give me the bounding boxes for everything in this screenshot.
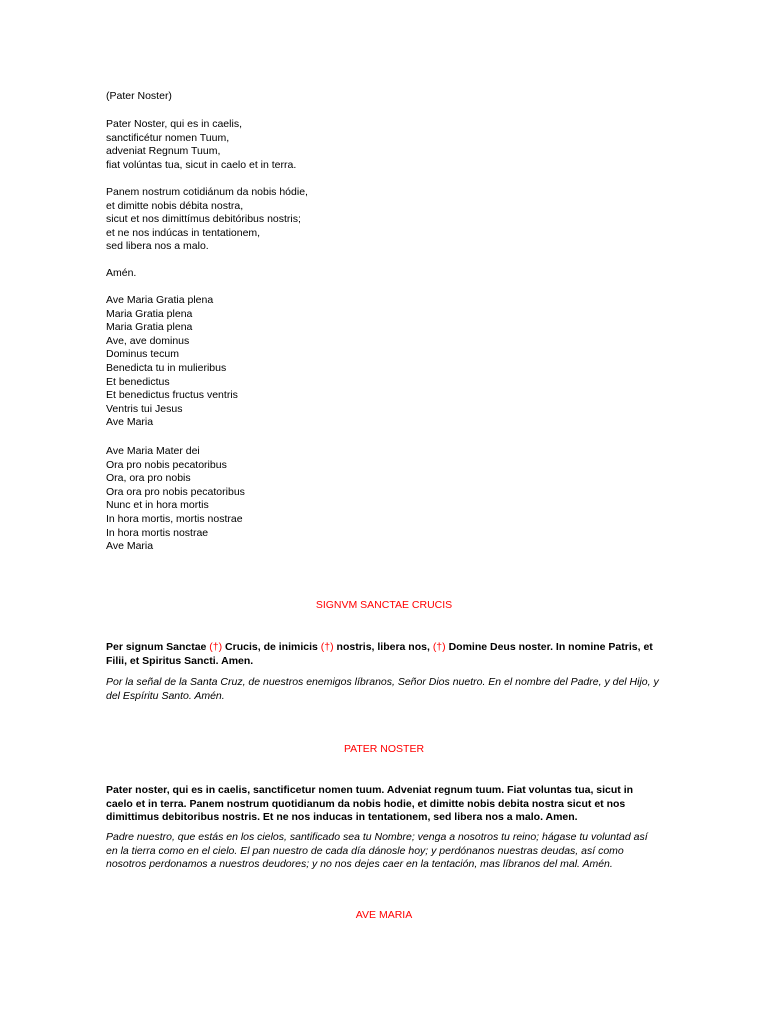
verse-line: Ora pro nobis pecatoribus (106, 458, 227, 471)
verse-line: Pater Noster, qui es in caelis, (106, 118, 242, 130)
verse-line: Ave Maria Mater dei (106, 445, 200, 457)
signum-spanish: Por la señal de la Santa Cruz, de nuestros enemigos líbranos, Señor Dios nuetro. En el nombre del Padre, y del Hijo, y del Espíritu Santo. Amén. (106, 676, 659, 702)
verse-line: Maria Gratia plena (106, 321, 193, 334)
stanza-pater-2 (106, 186, 666, 254)
heading-ave-maria: AVE MARIA (355, 909, 413, 921)
verse-line: adveniat Regnum Tuum, (106, 145, 221, 158)
verse-line: Benedicta tu in mulieribus (106, 361, 227, 374)
verse-line: Nunc et in hora mortis (106, 499, 209, 512)
verse-line: In hora mortis nostrae (106, 526, 209, 539)
verse-line: sicut et nos dimittímus debitóribus nostris; (106, 213, 301, 226)
pater-spanish: Padre nuestro, que estás en los cielos, santificado sea tu Nombre; venga a nosotros tu reino; hágase tu voluntad así en la tierra como en el cielo. El pan nuestro de cada día dánosle hoy; y perdónanos nuestras deudas, así como nosotros perdonamos a nuestros deudores; y no nos dejes caer en la tentación, mas líbranos del mal. Amén. (106, 831, 648, 871)
verse-line: Ora, ora pro nobis (106, 472, 191, 485)
cross-symbol: (†) (320, 641, 334, 653)
verse-line: Et benedictus fructus ventris (106, 389, 238, 402)
signum-latin: Per signum Sanctae (†) Crucis, de inimicis (†) nostris, libera nos, (†) Domine Deus noster. In nomine Patris, et Filii, et Spiritus Sancti. Amen. (106, 641, 653, 667)
heading-pater-noster: PATER NOSTER (343, 743, 425, 755)
verse-line: Ventris tui Jesus (106, 402, 183, 415)
heading-signum: SIGNVM SANCTAE CRUCIS (315, 599, 453, 611)
cross-symbol: (†) (209, 641, 223, 653)
verse-line: Dominus tecum (106, 348, 179, 361)
verse-line: Ora ora pro nobis pecatoribus (106, 485, 245, 498)
verse-line: Ave Maria Gratia plena (106, 294, 214, 306)
verse-line: Et benedictus (106, 375, 170, 388)
verse-line: In hora mortis, mortis nostrae (106, 512, 243, 525)
stanza-ave-1 (106, 294, 666, 430)
verse-line: Maria Gratia plena (106, 307, 193, 320)
verse-line: sed libera nos a malo. (106, 240, 209, 253)
verse-line: Ave, ave dominus (106, 334, 190, 347)
pater-latin: Pater noster, qui es in caelis, sanctificetur nomen tuum. Adveniat regnum tuum. Fiat voluntas tua, sicut in caelo et in terra. Panem nostrum quotidianum da nobis hodie, et dimitte nobis debita nostra sicut et nos dimittimus debitoribus nostris. Et ne nos inducas in tentationem, sed libera nos a malo. Amen. (106, 784, 634, 824)
verse-line: fiat volúntas tua, sicut in caelo et in terra. (106, 158, 297, 171)
verse-line: Ave Maria (106, 540, 154, 553)
intro-label: (Pater Noster) (106, 90, 172, 102)
stanza-amen (106, 267, 666, 281)
verse-line: et dimitte nobis débita nostra, (106, 199, 244, 212)
cross-symbol: (†) (432, 641, 446, 653)
verse-line: Amén. (106, 267, 137, 279)
verse-line: et ne nos indúcas in tentationem, (106, 226, 261, 239)
verse-line: Ave Maria (106, 416, 154, 429)
stanza-pater-1 (106, 118, 666, 172)
verse-line: Panem nostrum cotidiánum da nobis hódie, (106, 186, 308, 198)
verse-line: sanctificétur nomen Tuum, (106, 131, 230, 144)
stanza-ave-2 (106, 445, 666, 554)
